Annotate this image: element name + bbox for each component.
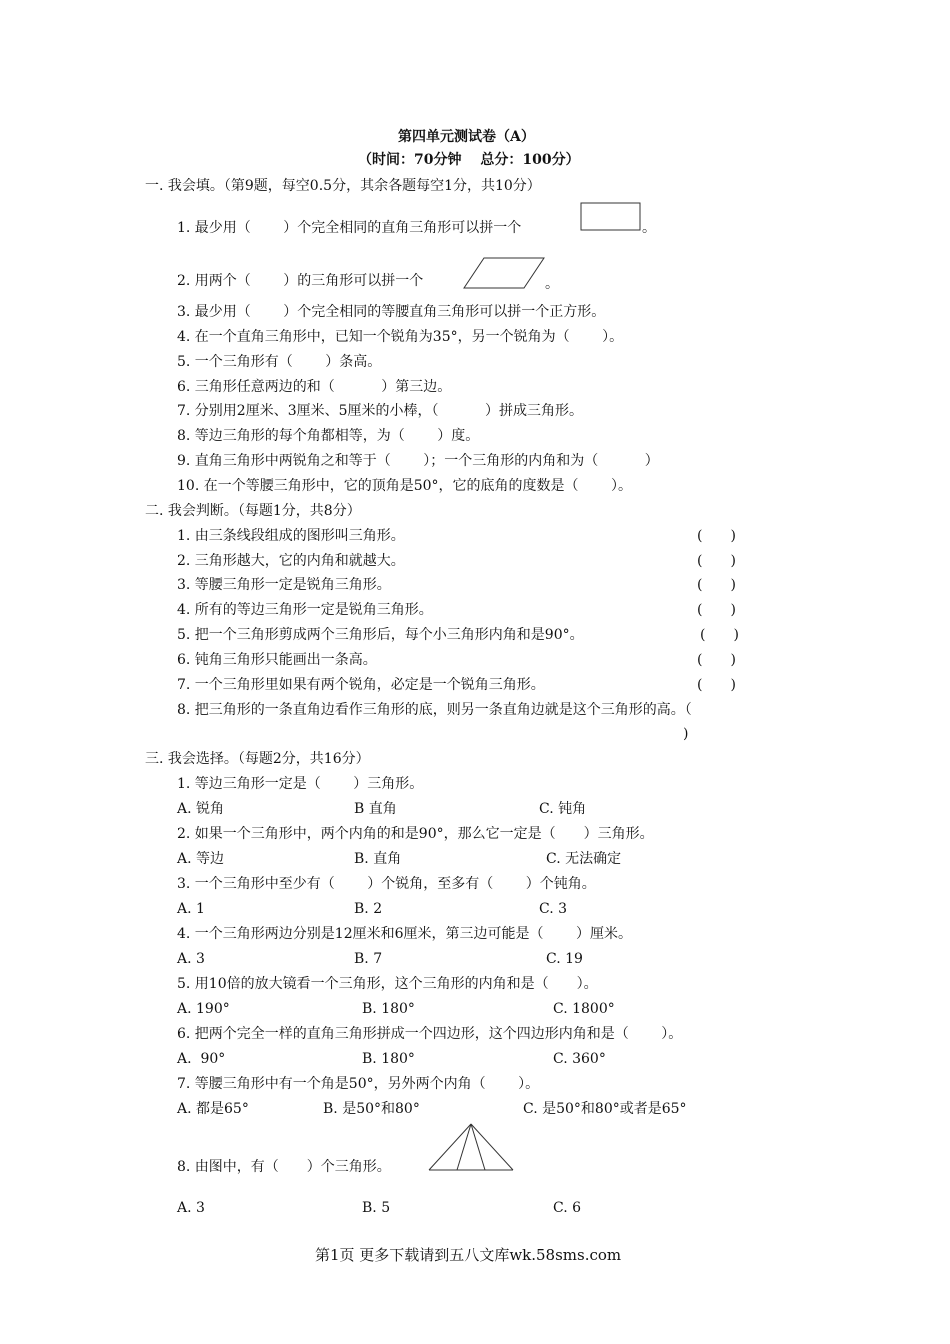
judge-q3: 3. 等腰三角形一定是锐角三角形。	[177, 577, 391, 593]
choice-q5-option-a: A. 190°	[177, 1001, 230, 1017]
fill-q1-end: 。	[642, 220, 656, 236]
choice-q6-option-b: B. 180°	[362, 1051, 415, 1067]
choice-q4-option-b: B. 7	[354, 951, 383, 967]
choice-q4-option-c: C. 19	[546, 951, 583, 967]
choice-q5-option-c: C. 1800°	[553, 1001, 615, 1017]
choice-q4: 4. 一个三角形两边分别是12厘米和6厘米，第三边可能是（ ）厘米。	[177, 926, 632, 942]
choice-q6-option-a: A. 90°	[177, 1051, 226, 1067]
choice-q4-option-a: A. 3	[177, 951, 205, 967]
judge-q6-paren: ( )	[697, 652, 736, 668]
page-title: 第四单元测试卷（A）	[398, 129, 535, 145]
judge-q2: 2. 三角形越大，它的内角和就越大。	[177, 553, 405, 569]
choice-q3-option-c: C. 3	[539, 901, 568, 917]
fill-q3: 3. 最少用（ ）个完全相同的等腰直角三角形可以拼一个正方形。	[177, 304, 606, 320]
judge-q8-paren-close: )	[683, 726, 689, 742]
choice-q1-option-b: B 直角	[354, 801, 397, 817]
choice-q6: 6. 把两个完全一样的直角三角形拼成一个四边形，这个四边形内角和是（ ）。	[177, 1026, 683, 1042]
judge-q2-paren: ( )	[697, 553, 736, 569]
choice-q6-option-c: C. 360°	[553, 1051, 606, 1067]
choice-q2-option-a: A. 等边	[177, 851, 225, 867]
choice-q1-option-c: C. 钝角	[539, 801, 587, 817]
choice-q2-option-b: B. 直角	[354, 851, 402, 867]
choice-q3-option-a: A. 1	[177, 901, 205, 917]
choice-q7-option-b: B. 是50°和80°	[323, 1101, 420, 1117]
choice-q1-option-a: A. 锐角	[177, 801, 225, 817]
judge-q1: 1. 由三条线段组成的图形叫三角形。	[177, 528, 405, 544]
judge-q3-paren: ( )	[697, 577, 736, 593]
choice-q3: 3. 一个三角形中至少有（ ）个锐角，至多有（ ）个钝角。	[177, 876, 596, 892]
fill-q4: 4. 在一个直角三角形中，已知一个锐角为35°，另一个锐角为（ ）。	[177, 329, 624, 345]
fill-q2-end: 。	[545, 276, 559, 292]
choice-q8-option-a: A. 3	[177, 1200, 205, 1216]
section-1-heading: 一. 我会填。（第9题，每空0.5分，其余各题每空1分，共10分）	[145, 178, 541, 194]
judge-q7-paren: ( )	[697, 677, 736, 693]
fill-q6: 6. 三角形任意两边的和（ ）第三边。	[177, 379, 452, 395]
judge-q4: 4. 所有的等边三角形一定是锐角三角形。	[177, 602, 433, 618]
choice-q3-option-b: B. 2	[354, 901, 383, 917]
fill-q7: 7. 分别用2厘米、3厘米、5厘米的小棒，（ ）拼成三角形。	[177, 403, 583, 419]
section-2-heading: 二. 我会判断。（每题1分，共8分）	[145, 503, 361, 519]
choice-q2-option-c: C. 无法确定	[546, 851, 622, 867]
judge-q4-paren: ( )	[697, 602, 736, 618]
choice-q7-option-c: C. 是50°和80°或者是65°	[523, 1101, 687, 1117]
choice-q8-option-c: C. 6	[553, 1200, 582, 1216]
fill-q2: 2. 用两个（ ）的三角形可以拼一个	[177, 273, 424, 289]
judge-q8: 8. 把三角形的一条直角边看作三角形的底，则另一条直角边就是这个三角形的高。（	[177, 702, 692, 718]
judge-q1-paren: ( )	[697, 528, 736, 544]
choice-q8-option-b: B. 5	[362, 1200, 391, 1216]
parallelogram-figure	[462, 256, 546, 290]
fill-q8: 8. 等边三角形的每个角都相等，为（ ）度。	[177, 428, 480, 444]
choice-q7: 7. 等腰三角形中有一个角是50°，另外两个内角（ ）。	[177, 1076, 540, 1092]
choice-q5: 5. 用10倍的放大镜看一个三角形，这个三角形的内角和是（ ）。	[177, 976, 598, 992]
choice-q2: 2. 如果一个三角形中，两个内角的和是90°，那么它一定是（ ）三角形。	[177, 826, 654, 842]
page-footer: 第1页 更多下载请到五八文库wk.58sms.com	[315, 1246, 622, 1264]
fill-q5: 5. 一个三角形有（ ）条高。	[177, 354, 382, 370]
rectangle-figure	[580, 202, 642, 232]
choice-q8: 8. 由图中，有（ ）个三角形。	[177, 1159, 391, 1175]
judge-q5: 5. 把一个三角形剪成两个三角形后，每个小三角形内角和是90°。	[177, 627, 584, 643]
triangle-figure	[427, 1122, 515, 1174]
fill-q10: 10. 在一个等腰三角形中，它的顶角是50°，它的底角的度数是（ ）。	[177, 478, 632, 494]
choice-q7-option-a: A. 都是65°	[177, 1101, 249, 1117]
section-3-heading: 三. 我会选择。（每题2分，共16分）	[145, 751, 370, 767]
judge-q7: 7. 一个三角形里如果有两个锐角，必定是一个锐角三角形。	[177, 677, 545, 693]
fill-q9: 9. 直角三角形中两锐角之和等于（ ）；一个三角形的内角和为（ ）	[177, 453, 659, 469]
fill-q1: 1. 最少用（ ）个完全相同的直角三角形可以拼一个	[177, 220, 522, 236]
judge-q5-paren: ( )	[700, 627, 739, 643]
choice-q5-option-b: B. 180°	[362, 1001, 415, 1017]
page-subtitle: （时间：70分钟 总分：100分）	[358, 152, 580, 168]
judge-q6: 6. 钝角三角形只能画出一条高。	[177, 652, 377, 668]
choice-q1: 1. 等边三角形一定是（ ）三角形。	[177, 776, 424, 792]
